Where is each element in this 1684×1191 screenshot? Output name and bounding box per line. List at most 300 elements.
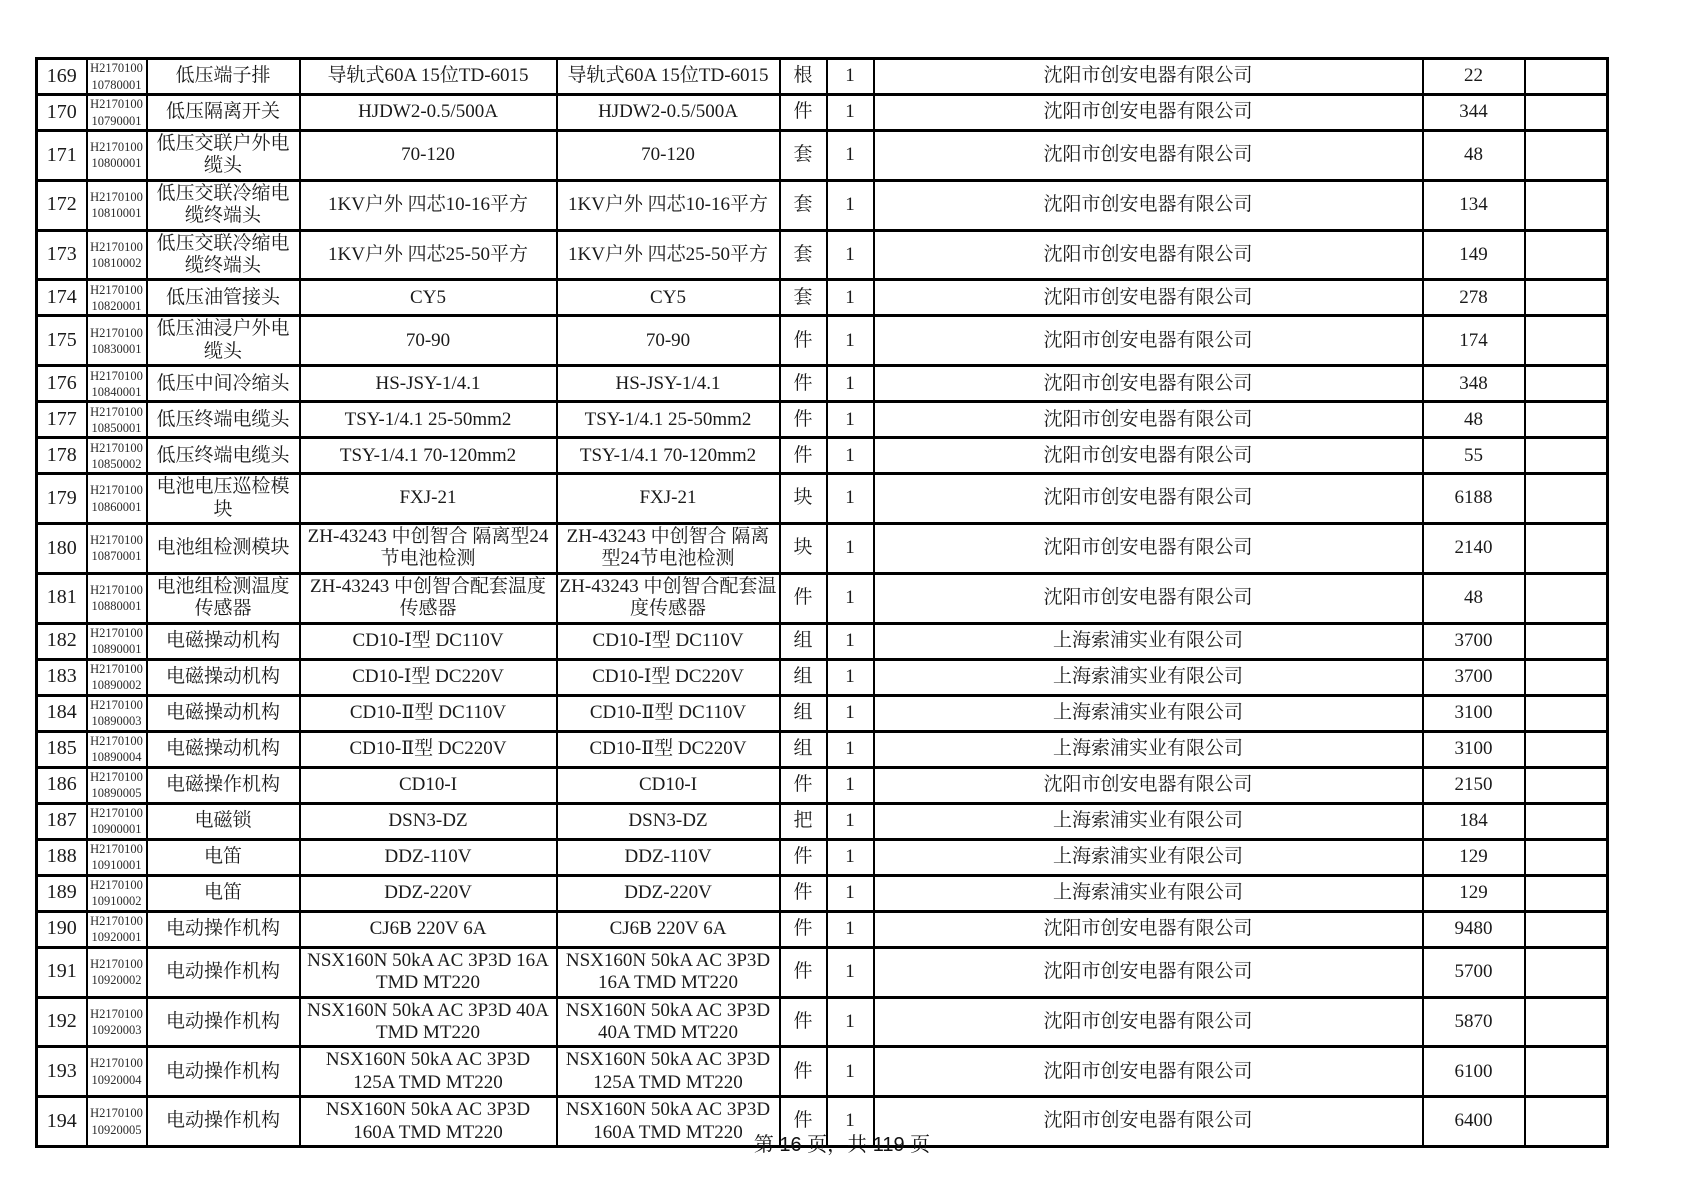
cell-item-name: 电动操作机构 (147, 947, 300, 997)
cell-quantity: 1 (827, 59, 874, 95)
cell-item-code (87, 131, 147, 181)
item-code-line1: H2170100 (90, 97, 143, 112)
cell-quantity: 1 (827, 997, 874, 1047)
cell-spec-model-2: TSY-1/4.1 25-50mm2 (557, 402, 780, 438)
cell-item-code (87, 59, 147, 95)
cell-supplier: 上海索浦实业有限公司 (874, 731, 1423, 767)
cell-item-code (87, 95, 147, 131)
cell-quantity: 1 (827, 695, 874, 731)
cell-blank (1525, 366, 1608, 402)
cell-row-number: 191 (37, 947, 87, 997)
item-code-line1: H2170100 (90, 661, 143, 676)
cell-item-name: 电动操作机构 (147, 1047, 300, 1097)
cell-row-number: 179 (37, 474, 87, 524)
cell-item-code (87, 438, 147, 474)
cell-row-number: 180 (37, 524, 87, 574)
cell-unit: 把 (780, 803, 827, 839)
cell-item-code (87, 474, 147, 524)
cell-blank (1525, 875, 1608, 911)
item-code-line1: H2170100 (90, 877, 143, 892)
cell-row-number: 181 (37, 573, 87, 623)
item-code-line1: H2170100 (90, 440, 143, 455)
cell-unit: 套 (780, 280, 827, 316)
cell-blank (1525, 524, 1608, 574)
cell-spec-model-2: CD10-Ⅱ型 DC220V (557, 731, 780, 767)
cell-spec-model-2: CJ6B 220V 6A (557, 911, 780, 947)
cell-blank (1525, 911, 1608, 947)
cell-spec-model-2: CD10-I (557, 767, 780, 803)
table-row (37, 623, 1608, 659)
item-code-line1: H2170100 (90, 239, 143, 254)
cell-supplier: 沈阳市创安电器有限公司 (874, 230, 1423, 280)
table-row (37, 59, 1608, 95)
cell-item-name: 电笛 (147, 839, 300, 875)
cell-supplier: 沈阳市创安电器有限公司 (874, 474, 1423, 524)
cell-spec-model-2: HS-JSY-1/4.1 (557, 366, 780, 402)
cell-unit: 件 (780, 911, 827, 947)
cell-quantity: 1 (827, 180, 874, 230)
item-code-line2: 10850001 (91, 420, 142, 435)
cell-spec-model: TSY-1/4.1 25-50mm2 (300, 402, 557, 438)
cell-spec-model-2: FXJ-21 (557, 474, 780, 524)
cell-supplier: 沈阳市创安电器有限公司 (874, 573, 1423, 623)
item-code-line2: 10880001 (91, 599, 142, 614)
cell-row-number: 187 (37, 803, 87, 839)
table-row (37, 695, 1608, 731)
cell-item-code (87, 695, 147, 731)
cell-spec-model: 1KV户外 四芯25-50平方 (300, 230, 557, 280)
cell-item-code (87, 839, 147, 875)
item-code-line1: H2170100 (90, 1006, 143, 1021)
cell-unit: 件 (780, 1047, 827, 1097)
cell-spec-model: CJ6B 220V 6A (300, 911, 557, 947)
table-row (37, 316, 1608, 366)
cell-item-name: 低压中间冷缩头 (147, 366, 300, 402)
cell-spec-model: DDZ-220V (300, 875, 557, 911)
cell-item-code (87, 366, 147, 402)
table-row (37, 767, 1608, 803)
cell-unit: 件 (780, 95, 827, 131)
cell-spec-model: NSX160N 50kA AC 3P3D 125A TMD MT220 (300, 1047, 557, 1097)
cell-price: 184 (1423, 803, 1525, 839)
cell-spec-model: 导轨式60A 15位TD-6015 (300, 59, 557, 95)
cell-spec-model: NSX160N 50kA AC 3P3D 160A TMD MT220 (300, 1097, 557, 1147)
cell-item-code (87, 803, 147, 839)
cell-spec-model: NSX160N 50kA AC 3P3D 16A TMD MT220 (300, 947, 557, 997)
item-code-line2: 10890004 (91, 750, 142, 765)
item-code-line2: 10890005 (91, 786, 142, 801)
cell-unit: 组 (780, 731, 827, 767)
cell-blank (1525, 402, 1608, 438)
cell-row-number: 192 (37, 997, 87, 1047)
cell-price: 174 (1423, 316, 1525, 366)
cell-item-code (87, 402, 147, 438)
item-code-line2: 10810001 (91, 206, 142, 221)
cell-price: 48 (1423, 573, 1525, 623)
cell-supplier: 沈阳市创安电器有限公司 (874, 95, 1423, 131)
cell-spec-model: DDZ-110V (300, 839, 557, 875)
cell-quantity: 1 (827, 524, 874, 574)
item-code-line1: H2170100 (90, 583, 143, 598)
cell-price: 278 (1423, 280, 1525, 316)
table-row (37, 474, 1608, 524)
table-row (37, 180, 1608, 230)
cell-row-number: 183 (37, 659, 87, 695)
table-row (37, 573, 1608, 623)
cell-spec-model: HJDW2-0.5/500A (300, 95, 557, 131)
cell-unit: 套 (780, 131, 827, 181)
cell-supplier: 沈阳市创安电器有限公司 (874, 180, 1423, 230)
cell-spec-model-2: NSX160N 50kA AC 3P3D 125A TMD MT220 (557, 1047, 780, 1097)
cell-price: 348 (1423, 366, 1525, 402)
cell-item-name: 电磁操动机构 (147, 695, 300, 731)
cell-unit: 件 (780, 438, 827, 474)
cell-row-number: 173 (37, 230, 87, 280)
cell-price: 3100 (1423, 731, 1525, 767)
cell-price: 6188 (1423, 474, 1525, 524)
cell-spec-model-2: NSX160N 50kA AC 3P3D 160A TMD MT220 (557, 1097, 780, 1147)
cell-quantity: 1 (827, 366, 874, 402)
item-code-line1: H2170100 (90, 697, 143, 712)
item-code-line2: 10890002 (91, 678, 142, 693)
cell-supplier: 上海索浦实业有限公司 (874, 659, 1423, 695)
cell-row-number: 185 (37, 731, 87, 767)
cell-spec-model-2: DDZ-110V (557, 839, 780, 875)
item-code-line2: 10920001 (91, 930, 142, 945)
cell-supplier: 沈阳市创安电器有限公司 (874, 911, 1423, 947)
cell-row-number: 189 (37, 875, 87, 911)
cell-quantity: 1 (827, 767, 874, 803)
cell-price: 3100 (1423, 695, 1525, 731)
cell-supplier: 沈阳市创安电器有限公司 (874, 947, 1423, 997)
cell-supplier: 沈阳市创安电器有限公司 (874, 1047, 1423, 1097)
item-code-line1: H2170100 (90, 1056, 143, 1071)
cell-quantity: 1 (827, 1047, 874, 1097)
cell-price: 134 (1423, 180, 1525, 230)
cell-spec-model-2: TSY-1/4.1 70-120mm2 (557, 438, 780, 474)
cell-spec-model-2: CY5 (557, 280, 780, 316)
cell-item-name: 电池电压巡检模块 (147, 474, 300, 524)
item-code-line1: H2170100 (90, 404, 143, 419)
cell-price: 9480 (1423, 911, 1525, 947)
cell-row-number: 169 (37, 59, 87, 95)
item-code-line2: 10820001 (91, 298, 142, 313)
item-code-line2: 10920002 (91, 973, 142, 988)
cell-item-name: 低压油浸户外电缆头 (147, 316, 300, 366)
cell-item-code (87, 731, 147, 767)
item-code-line2: 10800001 (91, 156, 142, 171)
item-code-line2: 10870001 (91, 549, 142, 564)
table-row (37, 1047, 1608, 1097)
cell-quantity: 1 (827, 623, 874, 659)
cell-spec-model-2: NSX160N 50kA AC 3P3D 40A TMD MT220 (557, 997, 780, 1047)
item-code-line2: 10860001 (91, 499, 142, 514)
cell-item-code (87, 524, 147, 574)
cell-blank (1525, 438, 1608, 474)
cell-blank (1525, 573, 1608, 623)
cell-supplier: 沈阳市创安电器有限公司 (874, 402, 1423, 438)
cell-spec-model: CD10-Ⅱ型 DC110V (300, 695, 557, 731)
table-row (37, 95, 1608, 131)
cell-blank (1525, 1047, 1608, 1097)
cell-quantity: 1 (827, 803, 874, 839)
cell-price: 129 (1423, 875, 1525, 911)
cell-supplier: 上海索浦实业有限公司 (874, 623, 1423, 659)
cell-item-code (87, 316, 147, 366)
cell-item-name: 电磁操动机构 (147, 659, 300, 695)
cell-spec-model-2: CD10-Ⅱ型 DC110V (557, 695, 780, 731)
cell-spec-model: CY5 (300, 280, 557, 316)
cell-spec-model-2: HJDW2-0.5/500A (557, 95, 780, 131)
cell-supplier: 沈阳市创安电器有限公司 (874, 131, 1423, 181)
parts-price-table (35, 57, 1609, 1148)
cell-unit: 件 (780, 366, 827, 402)
cell-row-number: 177 (37, 402, 87, 438)
cell-item-name: 电磁锁 (147, 803, 300, 839)
cell-row-number: 175 (37, 316, 87, 366)
cell-price: 55 (1423, 438, 1525, 474)
item-code-line2: 10910001 (91, 858, 142, 873)
cell-row-number: 182 (37, 623, 87, 659)
cell-supplier: 上海索浦实业有限公司 (874, 839, 1423, 875)
cell-price: 6100 (1423, 1047, 1525, 1097)
cell-quantity: 1 (827, 95, 874, 131)
cell-quantity: 1 (827, 573, 874, 623)
cell-quantity: 1 (827, 402, 874, 438)
cell-item-name: 低压交联户外电缆头 (147, 131, 300, 181)
cell-supplier: 沈阳市创安电器有限公司 (874, 59, 1423, 95)
cell-quantity: 1 (827, 911, 874, 947)
cell-spec-model-2: NSX160N 50kA AC 3P3D 16A TMD MT220 (557, 947, 780, 997)
cell-unit: 组 (780, 623, 827, 659)
cell-blank (1525, 695, 1608, 731)
cell-item-code (87, 911, 147, 947)
item-code-line2: 10840001 (91, 384, 142, 399)
cell-row-number: 184 (37, 695, 87, 731)
cell-spec-model-2: CD10-Ⅰ型 DC110V (557, 623, 780, 659)
item-code-line2: 10920004 (91, 1072, 142, 1087)
item-code-line1: H2170100 (90, 841, 143, 856)
cell-item-code (87, 1047, 147, 1097)
cell-spec-model: NSX160N 50kA AC 3P3D 40A TMD MT220 (300, 997, 557, 1047)
cell-item-code (87, 875, 147, 911)
cell-spec-model-2: 导轨式60A 15位TD-6015 (557, 59, 780, 95)
item-code-line2: 10850002 (91, 456, 142, 471)
table-row (37, 438, 1608, 474)
cell-unit: 组 (780, 659, 827, 695)
cell-item-name: 电动操作机构 (147, 1097, 300, 1147)
cell-blank (1525, 803, 1608, 839)
cell-item-code (87, 659, 147, 695)
cell-item-name: 低压终端电缆头 (147, 402, 300, 438)
item-code-line1: H2170100 (90, 533, 143, 548)
table-body (37, 59, 1608, 1147)
cell-spec-model-2: 1KV户外 四芯25-50平方 (557, 230, 780, 280)
cell-unit: 套 (780, 230, 827, 280)
cell-item-code (87, 280, 147, 316)
cell-supplier: 沈阳市创安电器有限公司 (874, 316, 1423, 366)
table-row (37, 911, 1608, 947)
item-code-line1: H2170100 (90, 140, 143, 155)
cell-spec-model-2: ZH-43243 中创智合 隔离型24节电池检测 (557, 524, 780, 574)
cell-row-number: 188 (37, 839, 87, 875)
item-code-line1: H2170100 (90, 61, 143, 76)
cell-supplier: 沈阳市创安电器有限公司 (874, 366, 1423, 402)
cell-blank (1525, 947, 1608, 997)
cell-spec-model: CD10-Ⅰ型 DC110V (300, 623, 557, 659)
item-code-line1: H2170100 (90, 483, 143, 498)
cell-supplier: 沈阳市创安电器有限公司 (874, 1097, 1423, 1147)
item-code-line1: H2170100 (90, 1106, 143, 1121)
cell-row-number: 170 (37, 95, 87, 131)
cell-price: 3700 (1423, 659, 1525, 695)
item-code-line2: 10900001 (91, 822, 142, 837)
table-row (37, 402, 1608, 438)
cell-item-name: 电池组检测模块 (147, 524, 300, 574)
cell-item-name: 电动操作机构 (147, 997, 300, 1047)
cell-item-name: 低压终端电缆头 (147, 438, 300, 474)
item-code-line1: H2170100 (90, 733, 143, 748)
cell-blank (1525, 280, 1608, 316)
cell-item-code (87, 573, 147, 623)
cell-price: 22 (1423, 59, 1525, 95)
cell-row-number: 193 (37, 1047, 87, 1097)
cell-blank (1525, 839, 1608, 875)
table-row (37, 230, 1608, 280)
table-row (37, 803, 1608, 839)
cell-unit: 块 (780, 474, 827, 524)
cell-blank (1525, 316, 1608, 366)
cell-spec-model-2: 70-120 (557, 131, 780, 181)
cell-spec-model: FXJ-21 (300, 474, 557, 524)
cell-unit: 件 (780, 875, 827, 911)
cell-blank (1525, 659, 1608, 695)
table-row (37, 366, 1608, 402)
cell-spec-model: HS-JSY-1/4.1 (300, 366, 557, 402)
cell-item-name: 电磁操作机构 (147, 767, 300, 803)
cell-price: 5870 (1423, 997, 1525, 1047)
cell-unit: 根 (780, 59, 827, 95)
cell-quantity: 1 (827, 947, 874, 997)
cell-unit: 组 (780, 695, 827, 731)
cell-row-number: 194 (37, 1097, 87, 1147)
item-code-line2: 10810002 (91, 256, 142, 271)
cell-spec-model: ZH-43243 中创智合配套温度传感器 (300, 573, 557, 623)
cell-supplier: 沈阳市创安电器有限公司 (874, 438, 1423, 474)
cell-item-name: 电池组检测温度传感器 (147, 573, 300, 623)
cell-item-name: 低压油管接头 (147, 280, 300, 316)
cell-supplier: 上海索浦实业有限公司 (874, 875, 1423, 911)
item-code-line1: H2170100 (90, 189, 143, 204)
cell-item-code (87, 947, 147, 997)
item-code-line2: 10780001 (91, 77, 142, 92)
cell-blank (1525, 59, 1608, 95)
cell-price: 2140 (1423, 524, 1525, 574)
cell-blank (1525, 623, 1608, 659)
cell-spec-model: CD10-I (300, 767, 557, 803)
cell-item-code (87, 230, 147, 280)
cell-spec-model: CD10-Ⅰ型 DC220V (300, 659, 557, 695)
cell-price: 48 (1423, 402, 1525, 438)
cell-item-code (87, 623, 147, 659)
cell-spec-model-2: 70-90 (557, 316, 780, 366)
cell-spec-model: DSN3-DZ (300, 803, 557, 839)
cell-unit: 件 (780, 947, 827, 997)
cell-row-number: 186 (37, 767, 87, 803)
table-row (37, 524, 1608, 574)
cell-blank (1525, 731, 1608, 767)
table-row (37, 659, 1608, 695)
cell-spec-model-2: 1KV户外 四芯10-16平方 (557, 180, 780, 230)
cell-spec-model: 1KV户外 四芯10-16平方 (300, 180, 557, 230)
cell-price: 149 (1423, 230, 1525, 280)
cell-quantity: 1 (827, 839, 874, 875)
table-row (37, 839, 1608, 875)
table-row (37, 875, 1608, 911)
cell-item-name: 低压隔离开关 (147, 95, 300, 131)
cell-item-name: 低压交联冷缩电缆终端头 (147, 230, 300, 280)
cell-unit: 件 (780, 997, 827, 1047)
cell-unit: 件 (780, 316, 827, 366)
cell-item-name: 电笛 (147, 875, 300, 911)
cell-supplier: 上海索浦实业有限公司 (874, 695, 1423, 731)
cell-blank (1525, 474, 1608, 524)
item-code-line1: H2170100 (90, 913, 143, 928)
table-row (37, 947, 1608, 997)
cell-unit: 件 (780, 839, 827, 875)
cell-blank (1525, 767, 1608, 803)
cell-unit: 套 (780, 180, 827, 230)
item-code-line1: H2170100 (90, 769, 143, 784)
cell-item-name: 电磁操动机构 (147, 731, 300, 767)
table-row (37, 280, 1608, 316)
cell-blank (1525, 95, 1608, 131)
cell-spec-model: TSY-1/4.1 70-120mm2 (300, 438, 557, 474)
cell-price: 3700 (1423, 623, 1525, 659)
item-code-line1: H2170100 (90, 282, 143, 297)
cell-spec-model-2: DSN3-DZ (557, 803, 780, 839)
cell-spec-model-2: CD10-Ⅰ型 DC220V (557, 659, 780, 695)
cell-price: 129 (1423, 839, 1525, 875)
cell-unit: 件 (780, 1097, 827, 1147)
cell-supplier: 沈阳市创安电器有限公司 (874, 524, 1423, 574)
cell-quantity: 1 (827, 659, 874, 695)
cell-item-name: 电磁操动机构 (147, 623, 300, 659)
cell-item-name: 电动操作机构 (147, 911, 300, 947)
item-code-line1: H2170100 (90, 625, 143, 640)
cell-item-code (87, 180, 147, 230)
cell-row-number: 174 (37, 280, 87, 316)
cell-price: 2150 (1423, 767, 1525, 803)
cell-quantity: 1 (827, 230, 874, 280)
item-code-line1: H2170100 (90, 956, 143, 971)
cell-quantity: 1 (827, 731, 874, 767)
cell-row-number: 190 (37, 911, 87, 947)
cell-item-code (87, 997, 147, 1047)
page-footer: 第 16 页，共 119 页 (753, 1134, 931, 1156)
cell-price: 5700 (1423, 947, 1525, 997)
cell-quantity: 1 (827, 875, 874, 911)
cell-spec-model: 70-120 (300, 131, 557, 181)
item-code-line2: 10910002 (91, 894, 142, 909)
item-code-line2: 10890003 (91, 714, 142, 729)
item-code-line2: 10890001 (91, 642, 142, 657)
item-code-line1: H2170100 (90, 325, 143, 340)
item-code-line2: 10790001 (91, 113, 142, 128)
cell-quantity: 1 (827, 316, 874, 366)
cell-supplier: 沈阳市创安电器有限公司 (874, 997, 1423, 1047)
table-row (37, 997, 1608, 1047)
